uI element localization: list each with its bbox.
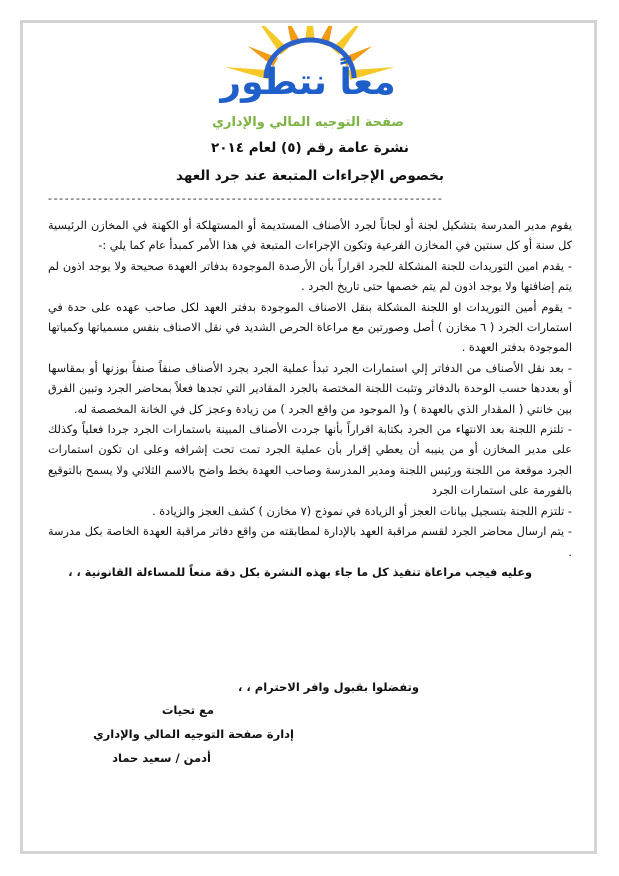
bulletin-subject: بخصوص الإجراءات المتبعة عند جرد العهد [176, 168, 444, 184]
logo-wordmark: معاً نتطور [220, 62, 396, 103]
paragraph-item: - بعد نقل الأصناف من الدفاتر إلي استمارات الجرد تبدأ عملية الجرد بجرد الأصناف صنفاً صنفاً بوزنها أو بمقاسها أو بعددها حسب الوحدة بالدفاتر وتثبت اللجنة المختصة بالجرد المقادير التي تجدها فعلاً بمحاضر الجرد وتبين الفرق بين خانتي ( المقدار الذي بالعهدة ) و( الموجود من واقع الجرد ) من زيادة وعجز كل في الخانة المخصصة له. [48, 361, 572, 416]
paragraph-intro: يقوم مدير المدرسة بتشكيل لجنة أو لجاناً لجرد الأصناف المستديمة أو المستهلكة أو الكهنة في المخازن الرئيسية كل سنة أو كل سنتين في المخازن الفرعية وتكون الإجراءات المتبعة في هذا الأمر كمبدأ عام كما يلي :- [48, 219, 572, 253]
closing-admin-signature: أدمن / سعيد حماد [112, 751, 211, 765]
paragraph-item: - يتم ارسال محاضر الجرد لقسم مراقبة العهد بالإدارة لمطابقته من واقع دفاتر مراقبة العهدة الخاصة بكل مدرسة . [48, 525, 572, 559]
closing-regards: وتفضلوا بقبول وافر الاحترام ، ، [238, 680, 419, 694]
paragraph-item: - تلتزم اللجنة بتسجيل بيانات العجز أو الزيادة في نموذج (٧ مخازن ) كشف العجز والزيادة . [152, 504, 572, 518]
paragraph-conclusion: وعليه فيجب مراعاة تنفيذ كل ما جاء بهذه النشرة بكل دقة منعاً للمساءلة القانونية ، ، [68, 565, 532, 579]
paragraph-item: - تلتزم اللجنة بعد الانتهاء من الجرد بكتابة اقراراً بأنها جردت الأصناف المبينة باستمارات الجرد جردا فعلياً وكذلك على مدير المخازن أو من ينيبه أن يعطي إقرار بأن عملية الجرد تمت تحت إشرافه وعلى ان تكون استمارات الجرد موقعة من اللجنة ورئيس اللجنة ومدير المدرسة وصاحب العهدة بخط واضح بالاسم الثلاثي ولا يسمح بالتوقيع بالفورمة على استمارات الجرد [48, 423, 572, 498]
paragraph-item: - يقدم امين التوريدات للجنة المشكلة للجرد اقراراً بأن الأرصدة الموجودة بدفاتر العهدة صحيحة ولا يوجد اذون لم يتم إضافتها ولا يوجد اذون لم يتم خصمها حتى تاريخ الجرد . [48, 259, 572, 294]
divider-line: ----------------------------------------------------------------------- [48, 192, 444, 205]
closing-office: إدارة صفحة التوجيه المالي والإداري [93, 727, 294, 741]
bulletin-body [48, 216, 572, 583]
sun-logo-graphic [148, 26, 468, 134]
logo [148, 26, 468, 134]
bulletin-number: نشرة عامة رقم (٥) لعام ٢٠١٤ [211, 140, 409, 156]
paragraph-item: - يقوم أمين التوريدات او اللجنة المشكلة بنقل الاصناف الموجودة بدفتر العهد لكل صاحب عهده على حدة في استمارات الجرد ( ٦ مخازن ) أصل وصورتين مع مراعاة الحرص الشديد في نقل الاصناف بنفس مسمياتها وكمياتها الموجودة بدفتر العهدة . [48, 300, 572, 355]
logo-tagline: صفحة التوجيه المالي والإداري [212, 115, 404, 130]
closing-greetings: مع تحيات [161, 703, 214, 717]
